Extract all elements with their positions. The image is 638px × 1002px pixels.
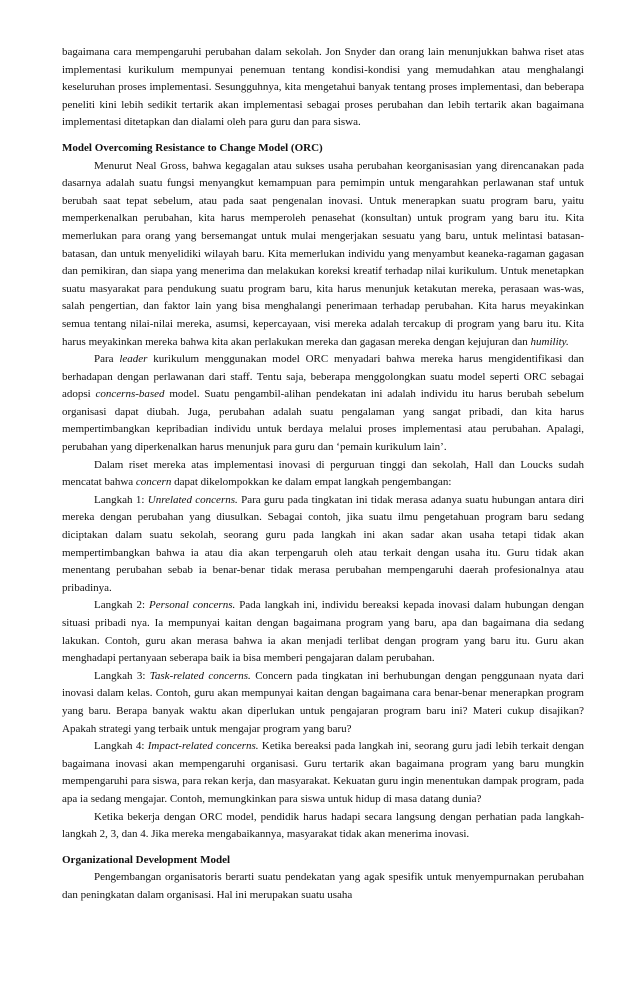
paragraph-gross-text: Menurut Neal Gross, bahwa kegagalan atau sukses usaha perubahan keorganisasian yang direncanakan pada dasarnya adalah suatu fungsi menyangkut kemampuan para pemimpin untuk mengarahkan perlawanan staf untuk berubah saat tepat sebelum, atau pada saat pengenalan inovasi. Untuk menerapkan suatu program baru, yaitu memperkenalkan perubahan, kita harus memperoleh penasehat (konsultan) untuk program yang baru itu. Kita memerlukan para orang yang bersemangat untuk mulai mengerjakan sesuatu yang baru, untuk melintasi batasan-batasan, dan untuk menyelidiki wilayah baru. Kita memerlukan individu yang menyambut keaneka-ragaman gagasan dan pemikiran, dan siapa yang menerima dan melakukan koreksi kreatif terhadap nilai kurikulum. Untuk menetapkan suatu masyarakat para pendukung suatu program baru, kita harus menunjuk ketakutan mereka, perasaan was-was, salah pengertian, dan faktor lain yang bisa menghalangi penerimaan terhadap perubahan. Kita harus meyakinkan semua tentang nilai-nilai mereka, asumsi, kepercayaan, visi mereka adalah tercakup di program yang baru itu. Kita harus meyakinkan mereka bahwa kita akan perlakukan mereka dan gagasan mereka dengan kejujuran dan: [62, 159, 584, 348]
text-span: dapat dikelompokkan ke dalam empat langkah pengembangan:: [174, 476, 452, 489]
paragraph-orc-conclusion: Ketika bekerja dengan ORC model, pendidik harus hadapi secara langsung dengan perhatian pada langkah-langkah 2, 3, dan 4. Jika mereka mengabaikannya, masyarakat tidak akan menerima inovasi.: [62, 810, 584, 841]
emphasis-step-name: Personal concerns.: [149, 599, 236, 612]
emphasis-step-name: Impact-related concerns.: [147, 740, 259, 753]
paragraph-hall-loucks: [62, 457, 584, 492]
paragraph-intro: bagaimana cara mempengaruhi perubahan dalam sekolah. Jon Snyder dan orang lain menunjukkan bahwa riset atas implementasi kurikulum mempunyai penemuan tentang kondisi-kondisi yang memudahkan atau menghalangi keseluruhan proses implementasi. Sesungguhnya, kita mengetahui banyak tentang proses implementasi, dan beberapa peneliti kini lebih sedikit tertarik akan implementasi sebagai proses perubahan dan lebih tertarik akan bagaimana implementasi ditetapkan dan dialami oleh para guru dan para siswa.: [62, 46, 584, 129]
step-label: Langkah 4:: [94, 740, 145, 753]
step-label: Langkah 1:: [94, 493, 145, 506]
paragraph-step-1: [62, 492, 584, 598]
emphasis-leader: leader: [119, 353, 148, 366]
paragraph-gross: [62, 158, 584, 352]
paragraph-od: Pengembangan organisatoris berarti suatu pendekatan yang agak spesifik untuk menyempurnakan perubahan dan peningkatan dalam organisasi. Hal ini merupakan suatu usaha: [62, 871, 584, 901]
emphasis-humility: humility.: [530, 335, 569, 348]
text-span: Pada langkah ini, individu bereaksi kepada inovasi dalam hubungan dengan situasi pribadi nya. Ia mempunyai kaitan dengan bagaimana program yang baru, apa dan bagaimana dia sedang lakukan. Contoh, guru akan merasa bahwa ia akan menjadi terlibat dengan program yang baru itu. Guru akan menghadapi pertanyaan seberapa baik ia bisa memberi pengajaran dalam perubahan.: [62, 599, 585, 665]
paragraph-step-3: [62, 668, 584, 738]
heading-orc-model: Model Overcoming Resistance to Change Model (ORC): [62, 141, 323, 154]
step-label: Langkah 2:: [94, 599, 146, 612]
paragraph-step-2: [62, 597, 584, 667]
text-span: Para: [94, 353, 114, 366]
text-span: kurikulum menggunakan model ORC menyadari bahwa mereka harus mengidentifikasi dan berhadapan dengan perlawanan dari staff. Tentu saja, beberapa menggolongkan suatu model seperti ORC sebagai adopsi: [62, 353, 585, 401]
emphasis-concerns-based: concerns-based: [95, 388, 165, 401]
text-span: model. Suatu pengambil-alihan pendekatan ini adalah individu itu harus berubah sebelum organisasi dapat diubah. Juga, perubahan adalah suatu pengalaman yang sangat pribadi, dan kita harus mempertimbangkan kepribadian individu untuk berdaya melalui proses implementasi atau perubahan. Apalagi, perubahan yang diperkenalkan harus menunjuk para guru dan ‘pemain kurikulum lain’.: [62, 388, 584, 454]
text-span: Dalam riset mereka atas implementasi inovasi di perguruan tinggi dan sekolah, Hall dan Loucks sudah mencatat bahwa: [62, 458, 584, 489]
heading-od-model: Organizational Development Model: [62, 853, 231, 866]
paragraph-step-4: [62, 738, 584, 808]
document-body: [62, 44, 584, 905]
emphasis-step-name: Task-related concerns.: [149, 669, 251, 682]
paragraph-leader: [62, 351, 584, 457]
step-label: Langkah 3:: [94, 669, 146, 682]
text-span: Concern pada tingkatan ini berhubungan dengan penggunaan nyata dari inovasi dalam kelas. Contoh, guru akan mempunyai kaitan dengan bagaimana cara benar-benar menerapkan program yang baru. Berapa banyak waktu akan diperlukan untuk pengajaran program baru ini? Materi cukup disajikan? Apakah strategi yang terbaik untuk mengajar program yang baru?: [62, 669, 584, 735]
emphasis-concern: concern: [135, 476, 172, 489]
emphasis-step-name: Unrelated concerns.: [147, 493, 238, 506]
text-span: Ketika bereaksi pada langkah ini, seorang guru jadi lebih terkait dengan bagaimana inovasi akan mempengaruhi organisasi. Guru tertarik akan bagaimana program yang baru mungkin mempengaruhi para siswa, para rekan kerja, dan masyarakat. Kekuatan guru ingin menentukan dampak program, pada apa ia sedang mengajar. Contoh, memungkinkan para siswa untuk hidup di masa datang dunia?: [62, 740, 585, 805]
text-span: Para guru pada tingkatan ini tidak merasa adanya suatu hubungan antara diri mereka dengan perubahan yang diusulkan. Sebagai contoh, jika suatu ilmu pengetahuan program baru sedang diciptakan dalam suatu sekolah, seorang guru pada langkah ini akan sadar akan usaha tetapi tidak akan mempertimbangkan bahwa ia atau dia akan terpengaruh oleh atau terkait dengan usaha itu. Guru tidak akan menentang perubahan sebab ia benar-benar tidak merasa perubahan mempengaruhi daerah profesionalnya atau pribadinya.: [62, 493, 585, 594]
